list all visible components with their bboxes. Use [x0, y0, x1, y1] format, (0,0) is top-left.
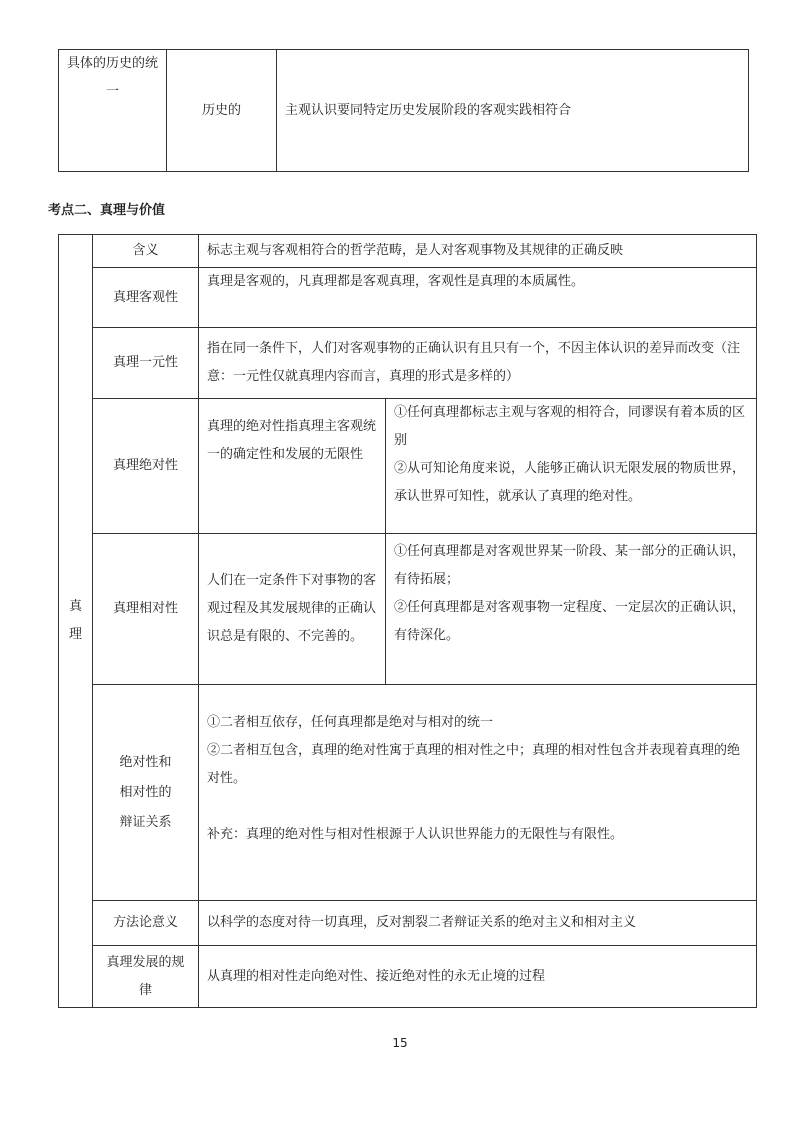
row-content: 真理是客观的，凡真理都是客观真理，客观性是真理的本质属性。: [199, 268, 757, 328]
row-label: 真理客观性: [93, 268, 199, 328]
top-table-col2: 历史的: [167, 50, 277, 172]
table-row: [59, 901, 757, 946]
row-label-line: 相对性的: [119, 784, 172, 800]
truth-table: [58, 234, 757, 1008]
row-point: ①任何真理都是对客观世界某一阶段、某一部分的正确认识，有待拓展；: [394, 544, 746, 587]
row-point: ①任何真理都标志主观与客观的相符合，同谬误有着本质的区别: [394, 405, 746, 448]
row-label-line: 辩证关系: [119, 814, 172, 830]
row-label: 含义: [93, 235, 199, 268]
row-content: 指在同一条件下，人们对客观事物的正确认识有且只有一个，不因主体认识的差异而改变（注意：一元性仅就真理内容而言，真理的形式是多样的）: [199, 328, 757, 399]
top-table-col1: 具体的历史的统一: [59, 50, 167, 172]
table-row: [59, 534, 757, 685]
row-label: 方法论意义: [93, 901, 199, 946]
table-row: [59, 328, 757, 399]
row-label: 真理相对性: [93, 534, 199, 685]
row-label: 真理发展的规律: [93, 946, 199, 1008]
row-content: 标志主观与客观相符合的哲学范畴，是人对客观事物及其规律的正确反映: [199, 235, 757, 268]
row-point: ②二者相互包含，真理的绝对性寓于真理的相对性之中；真理的相对性包含并表现着真理的绝对性。: [207, 743, 741, 786]
row-point: ②任何真理都是对客观事物一定程度、一定层次的正确认识，有待深化。: [394, 600, 746, 643]
section-heading: 考点二、真理与价值: [48, 203, 166, 218]
row-supplement: 补充：真理的绝对性与相对性根源于人认识世界能力的无限性与有限性。: [207, 827, 624, 842]
row-label: 真理一元性: [93, 328, 199, 399]
row-point: ①二者相互依存，任何真理都是绝对与相对的统一: [207, 715, 494, 730]
row-point: ②从可知论角度来说，人能够正确认识无限发展的物质世界，承认世界可知性，就承认了真理的绝对性。: [394, 461, 746, 504]
row-definition: 人们在一定条件下对事物的客观过程及其发展规律的正确认识总是有限的、不完善的。: [199, 534, 386, 685]
row-label: 真理绝对性: [93, 399, 199, 534]
page-number: 15: [392, 1036, 408, 1050]
group-label-char: 理: [68, 627, 82, 642]
row-content: 从真理的相对性走向绝对性、接近绝对性的永无止境的过程: [199, 946, 757, 1008]
table-row: [59, 399, 757, 534]
table-row: [59, 685, 757, 901]
table-row: [59, 235, 757, 268]
table-row: [59, 946, 757, 1008]
top-table-col3: 主观认识要同特定历史发展阶段的客观实践相符合: [277, 50, 749, 172]
row-definition: 真理的绝对性指真理主客观统一的确定性和发展的无限性: [199, 399, 386, 534]
group-label-cell: [59, 235, 93, 1008]
row-label-line: 绝对性和: [119, 754, 172, 770]
top-table: [58, 49, 749, 172]
row-content: 以科学的态度对待一切真理，反对割裂二者辩证关系的绝对主义和相对主义: [199, 901, 757, 946]
table-row: [59, 268, 757, 328]
group-label-char: 真: [68, 599, 82, 614]
